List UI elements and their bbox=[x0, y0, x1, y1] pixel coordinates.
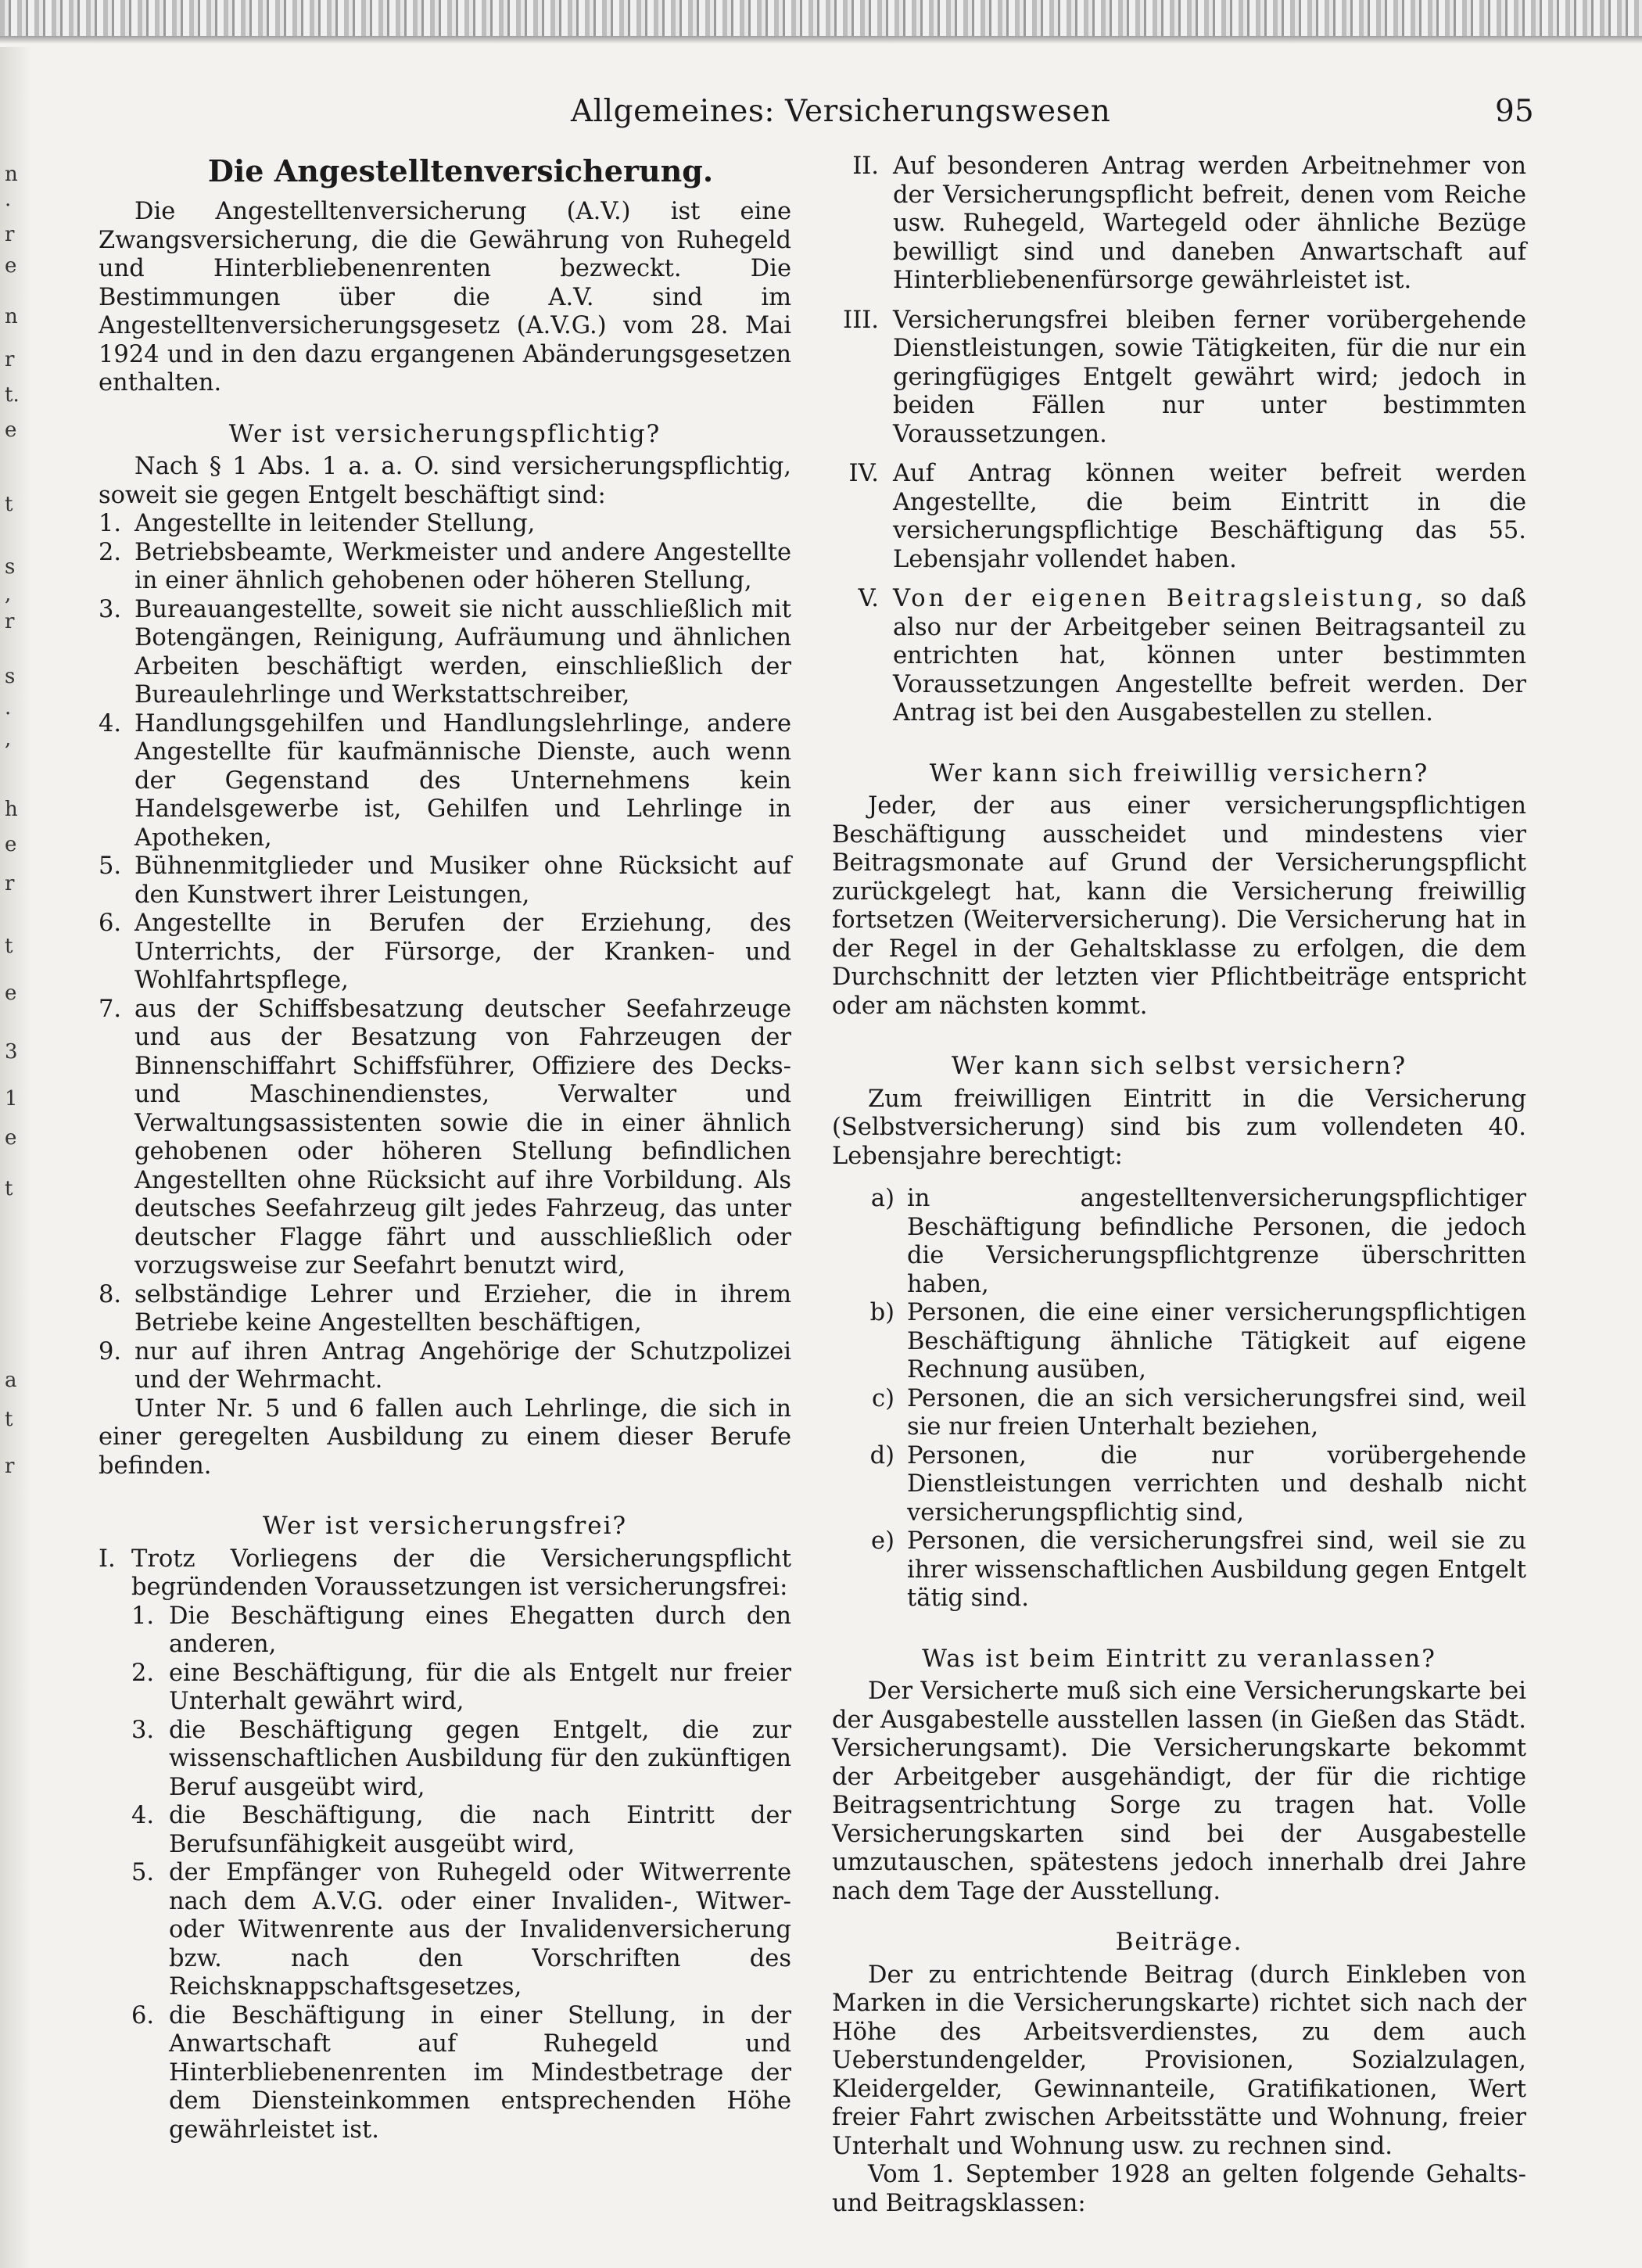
bleed-glyph: r bbox=[5, 223, 15, 246]
item-letter: b) bbox=[869, 1299, 894, 1326]
list-item bbox=[855, 1299, 1526, 1385]
scan-edge-stripe bbox=[0, 0, 1642, 36]
bleed-glyph: 1 bbox=[5, 1087, 18, 1111]
intro-paragraph: Die Angestelltenversicherung (A.V.) ist eine Zwangsversicherung, die die Gewährung von Ruhegeld und Hinterbliebenenrenten bezweckt. Die Bestimmungen über die A.V. sind im Angestelltenversicherungsgesetz (A.V.G.) vom 28. Mai 1924 und in den dazu ergangenen Abänderungsgesetzen enthalten. bbox=[99, 198, 791, 397]
item-text: Versicherungsfrei bleiben ferner vorübergehende Dienstleistungen, sowie Tätigkeiten, für die nur ein geringfügiges Entgelt gewährt wird; jedoch in beiden Fällen nur unter bestimmten Voraussetzungen. bbox=[893, 306, 1526, 448]
item-text: Bühnenmitglieder und Musiker ohne Rücksicht auf den Kunstwert ihrer Leistungen, bbox=[134, 852, 791, 909]
bleed-glyph: e bbox=[5, 418, 17, 442]
item-number: 2. bbox=[99, 538, 122, 566]
left-margin-strip bbox=[0, 47, 31, 2268]
item-letter: c) bbox=[872, 1384, 894, 1412]
list-item bbox=[131, 1602, 791, 1660]
item-letter: e) bbox=[871, 1527, 894, 1555]
roman-numeral: IV. bbox=[848, 460, 879, 487]
item-text: Personen, die eine einer versicherungspflichtigen Beschäftigung ähnliche Tätigkeit auf eigene Rechnung ausüben, bbox=[907, 1299, 1526, 1383]
heading-eintritt: Was ist beim Eintritt zu veranlassen? bbox=[922, 1644, 1436, 1673]
item-number: 1. bbox=[131, 1602, 155, 1630]
left-column bbox=[99, 153, 791, 2144]
item-text: der Empfänger von Ruhegeld oder Witwerrente nach dem A.V.G. oder einer Invaliden-, Witwer- oder Witwenrente aus der Invalidenversicherung bzw. nach den Vorschriften des Reichsknappschaftsgesetzes, bbox=[169, 1859, 791, 2001]
item-number: 4. bbox=[131, 1802, 155, 1829]
item-number: 2. bbox=[131, 1659, 155, 1687]
item-letter: d) bbox=[869, 1441, 894, 1470]
bleed-glyph: e bbox=[5, 1126, 17, 1150]
item-number: 6. bbox=[99, 910, 122, 937]
list-item bbox=[99, 910, 791, 996]
item-number: 3. bbox=[131, 1716, 155, 1744]
heading-freiwillig: Wer kann sich freiwillig versichern? bbox=[929, 759, 1429, 788]
heading-versicherungsfrei: Wer ist versicherungsfrei? bbox=[262, 1512, 628, 1540]
eintritt-paragraph: Der Versicherte muß sich eine Versicherungskarte bei der Ausgabestelle ausstellen lassen (in Gießen das Städt. Versicherungsamt). Die Versicherungskarte bekommt der Arbeitgeber ausgehändigt, der für die richtige Beitragsentrichtung Sorge zu tragen hat. Volle Versicherungskarten sind bei der Ausgabestelle umzutauschen, spätestens jedoch innerhalb drei Jahre nach dem Tage der Ausstellung. bbox=[832, 1678, 1526, 1905]
item-text: Bureauangestellte, soweit sie nicht ausschließlich mit Botengängen, Reinigung, Aufräumung und ähnlichen Arbeiten beschäftigt werden, einschließlich der Bureaulehrlinge und Werkstattschreiber, bbox=[134, 595, 791, 709]
scan-edge-shadow bbox=[0, 36, 1642, 44]
roman-numeral: V. bbox=[858, 585, 879, 612]
heading-beitraege: Beiträge. bbox=[1115, 1928, 1243, 1956]
list-item bbox=[99, 710, 791, 853]
bleed-glyph: e bbox=[5, 833, 17, 856]
roman-numeral: I. bbox=[99, 1545, 116, 1573]
bleed-glyph: s bbox=[5, 555, 16, 579]
item-text: eine Beschäftigung, für die als Entgelt nur freier Unterhalt gewährt wird, bbox=[169, 1659, 791, 1715]
item-text: Handlungsgehilfen und Handlungslehrlinge, andere Angestellte für kaufmännische Dienste, auch wenn der Gegenstand des Unternehmens kein Handelsgewerbe ist, Gehilfen und Lehrlinge in Apotheken, bbox=[134, 709, 791, 852]
bleed-glyph: r bbox=[5, 348, 15, 371]
list-item bbox=[99, 1338, 791, 1395]
frei-roman-list bbox=[99, 1545, 791, 1602]
heading-selbstversicherung: Wer kann sich selbst versichern? bbox=[951, 1052, 1407, 1080]
right-column bbox=[832, 153, 1526, 2218]
item-text: in angestelltenversicherungspflichtiger Beschäftigung befindliche Personen, die jedoch die Versicherungspflichtgrenze überschritten haben, bbox=[907, 1185, 1526, 1298]
item-number: 3. bbox=[99, 595, 122, 623]
list-item bbox=[99, 510, 791, 539]
list-item bbox=[99, 1281, 791, 1338]
frei-sub-list bbox=[99, 1602, 791, 2145]
bleed-glyph: r bbox=[5, 1455, 15, 1478]
item-text: Betriebsbeamte, Werkmeister und andere Angestellte in einer ähnlich gehobenen oder höheren Stellung, bbox=[134, 538, 791, 594]
list-item bbox=[855, 1185, 1526, 1299]
list-item bbox=[99, 852, 791, 910]
list-item bbox=[832, 585, 1526, 728]
bleed-glyph: 3 bbox=[5, 1040, 18, 1064]
item-text: Angestellte in Berufen der Erziehung, des Unterrichts, der Fürsorge, der Kranken- und Wohlfahrtspflege, bbox=[134, 910, 791, 994]
item-text: Die Beschäftigung eines Ehegatten durch den anderen, bbox=[169, 1602, 791, 1658]
item-text: Angestellte in leitender Stellung, bbox=[134, 510, 536, 537]
list-item bbox=[855, 1385, 1526, 1442]
freiwillig-paragraph: Jeder, der aus einer versicherungspflichtigen Beschäftigung ausscheidet und mindestens vier Beitragsmonate auf Grund der Versicherungspflicht zurückgelegt hat, kann die Versicherung freiwillig fortsetzen (Weiterversicherung). Die Versicherung hat in der Regel in der Gehaltsklasse zu erfolgen, die dem Durchschnitt der letzten vier Pflichtbeiträge entspricht oder am nächsten kommt. bbox=[832, 792, 1526, 1020]
heading-versicherungspflichtig: Wer ist versicherungspflichtig? bbox=[228, 419, 661, 448]
item-text: selbständige Lehrer und Erzieher, die in ihrem Betriebe keine Angestellten beschäftigen, bbox=[134, 1280, 791, 1337]
bleed-glyph: . bbox=[5, 696, 12, 720]
spaced-emphasis: Von der eigenen Beitragsleistung, bbox=[893, 585, 1427, 612]
item-text: die Beschäftigung in einer Stellung, in der Anwartschaft auf Ruhegeld und Hinterbliebenenrenten im Mindestbetrage der dem Diensteinkommen entsprechenden Höhe gewährleistet ist. bbox=[169, 2001, 791, 2144]
roman-numeral: III. bbox=[843, 306, 879, 334]
bleed-glyph: r bbox=[5, 872, 15, 895]
list-item bbox=[99, 996, 791, 1281]
item-number: 9. bbox=[99, 1337, 122, 1365]
item-number: 5. bbox=[99, 852, 122, 880]
list-item bbox=[99, 539, 791, 596]
item-number: 5. bbox=[131, 1859, 155, 1886]
item-text bbox=[893, 585, 1526, 728]
bleed-glyph: t bbox=[5, 1177, 13, 1200]
article-title: Die Angestelltenversicherung. bbox=[207, 153, 714, 188]
item-text: Trotz Vorliegens der die Versicherungspflicht begründenden Voraussetzungen ist versicherungsfrei: bbox=[131, 1545, 791, 1601]
beitraege-klassen-intro: Vom 1. September 1928 an gelten folgende Gehalts- und Beitragsklassen: bbox=[832, 2161, 1526, 2217]
item-number: 7. bbox=[99, 995, 122, 1023]
bleed-glyph: n bbox=[5, 163, 18, 186]
item-text: Personen, die versicherungsfrei sind, weil sie zu ihrer wissenschaftlichen Ausbildung gegen Entgelt tätig sind. bbox=[907, 1527, 1526, 1612]
list-item bbox=[131, 2002, 791, 2145]
list-item bbox=[855, 1442, 1526, 1528]
item-text: die Beschäftigung gegen Entgelt, die zur wissenschaftlichen Ausbildung für den zukünftigen Beruf ausgeübt wird, bbox=[169, 1716, 791, 1801]
list-item bbox=[99, 596, 791, 710]
roman-numeral: II. bbox=[852, 153, 879, 180]
item-number: 1. bbox=[99, 510, 122, 537]
bleed-glyph: h bbox=[5, 798, 18, 821]
list-item bbox=[832, 460, 1526, 574]
bleed-glyph: t. bbox=[5, 383, 20, 407]
list-item bbox=[99, 1545, 791, 1602]
bleed-glyph: , bbox=[5, 583, 12, 606]
list-item bbox=[832, 307, 1526, 450]
item-number: 4. bbox=[99, 709, 122, 737]
item-number: 8. bbox=[99, 1280, 122, 1308]
list-item bbox=[131, 1717, 791, 1803]
lehrlinge-note: Unter Nr. 5 und 6 fallen auch Lehrlinge, die sich in einer geregelten Ausbildung zu einem dieser Berufe befinden. bbox=[99, 1394, 791, 1480]
bleed-glyph: t bbox=[5, 493, 13, 516]
bleed-glyph: , bbox=[5, 727, 12, 751]
list-item bbox=[855, 1527, 1526, 1613]
page-number: 95 bbox=[1495, 94, 1534, 129]
bleed-glyph: e bbox=[5, 981, 17, 1005]
selbst-intro: Zum freiwilligen Eintritt in die Versicherung (Selbstversicherung) sind bis zum vollendeten 40. Lebensjahre berechtigt: bbox=[832, 1085, 1526, 1170]
item-text: Auf besonderen Antrag werden Arbeitnehmer von der Versicherungspflicht befreit, denen vom Reiche usw. Ruhegeld, Wartegeld oder ähnliche Bezüge bewilligt sind und daneben Anwartschaft auf Hinterbliebenenfürsorge gewährleistet ist. bbox=[893, 153, 1526, 294]
pflicht-list bbox=[99, 510, 791, 1395]
item-text: Auf Antrag können weiter befreit werden Angestellte, die beim Eintritt in die versicherungspflichtige Beschäftigung das 55. Lebensjahr vollendet haben. bbox=[893, 460, 1526, 573]
item-letter: a) bbox=[870, 1185, 894, 1212]
item-text: aus der Schiffsbesatzung deutscher Seefahrzeuge und aus der Besatzung von Fahrzeugen der Binnenschiffahrt Schiffsführer, Offiziere des Decks- und Maschinendienstes, Verwalter und Verwaltungsassistenten sowie die in einer ähnlich gehobenen oder höheren Stellung befindlichen Angestellten ohne Rücksicht auf ihre Vorbildung. Als deutsches Seefahrzeug gilt jedes Fahrzeug, das unter deutscher Flagge fährt und ausschließlich oder vorzugsweise zur Seefahrt benutzt wird, bbox=[134, 995, 791, 1279]
bleed-glyph: e bbox=[5, 254, 17, 278]
item-text: nur auf ihren Antrag Angehörige der Schutzpolizei und der Wehrmacht. bbox=[134, 1337, 791, 1394]
selbst-list bbox=[832, 1185, 1526, 1613]
bleed-glyph: s bbox=[5, 665, 16, 688]
bleed-glyph: r bbox=[5, 610, 15, 633]
bleed-glyph: . bbox=[5, 188, 12, 211]
bleed-glyph: t bbox=[5, 1408, 13, 1431]
item-number: 6. bbox=[131, 2001, 155, 2029]
item-text-rest: so daß also nur der Arbeitgeber seinen Beitragsanteil zu entrichten hat, können unter bestimmten Voraussetzungen Angestellte befreit werden. Der Antrag ist bei den Ausgabestellen zu stellen. bbox=[893, 585, 1527, 727]
list-item bbox=[131, 1859, 791, 2002]
item-text: die Beschäftigung, die nach Eintritt der Berufsunfähigkeit ausgeübt wird, bbox=[169, 1802, 791, 1858]
bleed-glyph: a bbox=[5, 1369, 17, 1392]
frei-roman-continued bbox=[832, 153, 1526, 728]
item-text: Personen, die an sich versicherungsfrei sind, weil sie nur freien Unterhalt beziehen, bbox=[907, 1384, 1526, 1441]
section1-intro: Nach § 1 Abs. 1 a. a. O. sind versicherungspflichtig, soweit sie gegen Entgelt beschäftigt sind: bbox=[99, 453, 791, 509]
beitraege-paragraph: Der zu entrichtende Beitrag (durch Einkleben von Marken in die Versicherungskarte) richtet sich nach der Höhe des Arbeitsverdienstes, zu dem auch Ueberstundengelder, Provisionen, Sozialzulagen, Kleidergelder, Gewinnanteile, Gratifikationen, Wert freier Fahrt zwischen Arbeitsstätte und Wohnung, freier Unterhalt und Wohnung usw. zu rechnen sind. bbox=[832, 1961, 1526, 2160]
bleed-glyph: n bbox=[5, 305, 18, 328]
list-item bbox=[131, 1660, 791, 1717]
list-item bbox=[131, 1802, 791, 1859]
list-item bbox=[832, 153, 1526, 296]
item-text: Personen, die nur vorübergehende Dienstleistungen verrichten und deshalb nicht versicherungspflichtig sind, bbox=[907, 1441, 1526, 1527]
bleed-glyph: t bbox=[5, 935, 13, 958]
running-header: Allgemeines: Versicherungswesen bbox=[571, 94, 1111, 129]
